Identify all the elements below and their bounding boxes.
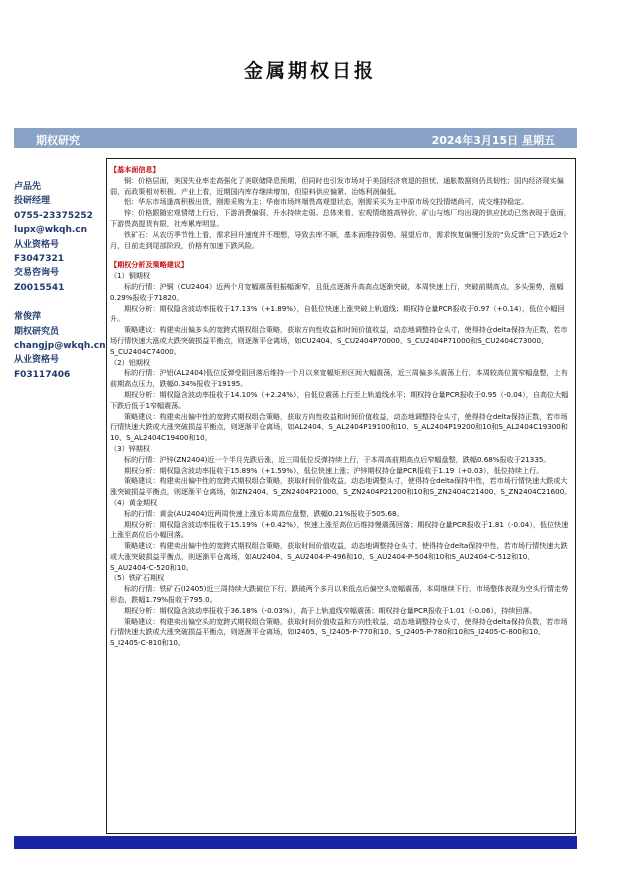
banner-category: 期权研究 xyxy=(36,134,80,147)
strategy-paragraph: 标的行情：铁矿石(I2405)近三周持续大跌破位下行，跌破两个多月以来低点后偏空头宽幅震荡，本周继续下行，市场整体表现为空头行情走势形态，跌幅1.79%报收于795.0。 xyxy=(110,584,569,605)
strategy-paragraph: 策略建议：构建卖出偏中性的宽跨式期权组合策略，获取时间价值收益，动态地调整头寸，使得持仓delta保持中性，若市场行情快速大跌或大涨突破损益平衡点，则逐渐平仓离场，如ZN2404、S_ZN2404P21000、S_ZN2404P21200和10和S_ZN2404C21400、S_ZN2404C21600。 xyxy=(110,476,572,497)
strategy-paragraph: 期权分析：期权隐含波动率报收于17.13%（+1.89%），自低位快速上涨突破上轨道线；期权持仓量PCR报收于0.97（+0.14），低位小幅回升。 xyxy=(110,303,565,324)
strategy-paragraph: 期权分析：期权隐含波动率报收于15.89%（+1.59%），低位快速上涨；沪锌期权持仓量PCR报收于1.19（+0.03），低位持续上行。 xyxy=(124,465,544,475)
strategy-paragraph: 策略建议：构建卖出偏中性的宽跨式期权组合策略，获取方向性收益和时间价值收益，动态地调整持仓头寸，使得持仓delta保持正数，若市场行情快速大跌或大涨突破损益平衡点，则逐渐平仓离场，如AL2404、S_AL2404P19100和10、S_AL2404P19200和10和S_AL2404C19300和10、S_AL2404C19400和10。 xyxy=(110,411,568,443)
strategy-paragraph: 期权分析：期权隐含波动率报收于14.10%（+2.24%），自低位震荡上行至上轨道线水平；期权持仓量PCR报收于0.95（-0.04），自高位大幅下跌后低于1窄幅震荡。 xyxy=(110,389,569,410)
analyst-label: 从业资格号 xyxy=(14,355,60,366)
analyst-email: changjp@wkqh.cn xyxy=(14,341,106,352)
strategy-paragraph: 标的行情：沪锌(ZN2404)近一个半月先跌后涨，近三周低位反弹持续上行，于本周高前期高点后窄幅盘整，跌幅0.68%报收于21335。 xyxy=(124,454,551,464)
strategy-paragraph: 策略建议：构建卖出偏空头的宽跨式期权组合策略，获取时间价值收益和方向性收益，动态地调整持仓头寸，使得持仓delta保持负数，若市场行情快速大跌或大涨突破损益平衡点，则逐渐平仓离场，如I2405、S_I2405-P-770和10、S_I2405-P-780和10和S_I2405-C-800和10、S_I2405-C-810和10。 xyxy=(110,616,568,648)
analyst-name: 卢品先 xyxy=(14,182,42,192)
strategy-list xyxy=(110,271,572,649)
strategy-paragraph: 策略建议：构建卖出偏中性的宽跨式期权组合策略，获取时间价值收益，动态地调整持仓头寸，使得持仓delta保持中性，若市场行情快速大跌或大涨突破损益平衡点，则逐渐平仓离场，如AU2404、S_AU2404-P-496和10、S_AU2404-P-504和10和S_AU2404-C-512和10、S_AU2404-C-520和10。 xyxy=(110,541,568,572)
strategy-subheading: （4）黄金期权 xyxy=(110,497,158,507)
analyst-label: 交易咨询号 xyxy=(14,268,60,279)
analyst-role: 投研经理 xyxy=(14,196,51,207)
strategy-header: 【期权分析及策略建议】 xyxy=(110,260,189,270)
analyst-label: 从业资格号 xyxy=(14,239,60,250)
analyst-sidebar xyxy=(14,180,106,382)
analyst-role: 期权研究员 xyxy=(14,326,60,337)
strategy-paragraph: 标的行情：沪铜（CU2404）近两个月宽幅震荡但振幅渐窄，且低点逐渐升高高点逐渐突破，本周快速上行，突破前期高点，多头强势，涨幅0.29%报收于71820。 xyxy=(110,281,564,302)
banner-date: 2024年3月15日 星期五 xyxy=(431,134,555,147)
strategy-subheading: （3）锌期权 xyxy=(110,443,150,453)
strategy-subheading: （1）铜期权 xyxy=(110,271,150,281)
fundamentals-paragraph: 铝：华东市场逢高积极出货，刚需采购为主；华南市场终端畏高观望状态，刚需采买为主中原市场交投情绪尚可，成交维持稳定。 xyxy=(124,197,529,207)
analyst-license: F03117406 xyxy=(14,369,71,380)
fundamentals-paragraph: 锌：价格跟随宏观情绪上行后，下游消费偏弱，升水持续走弱。总体来看，宏观情绪推高锌价，矿山与炼厂均出现的供应扰动已然表现于盘面，下游畏高提货有限，社库累库明显。 xyxy=(110,208,571,228)
strategy-paragraph: 标的行情：黄金(AU2404)近两周快速上涨后本周高位盘整，跌幅0.21%报收于505.68。 xyxy=(124,508,404,518)
strategy-paragraph: 期权分析：期权隐含波动率报收于36.18%（-0.03%），高于上轨道线窄幅震荡；期权持仓量PCR报收于1.01（-0.06），持续回落。 xyxy=(124,605,537,615)
fundamentals-paragraph: 铁矿石：从农历季节性上看，需求回升速度并不理想，导致去库不顺，基本面维持弱势。展望后市，需求恢复偏慢引发的“负反馈”已下跌近2个月，目前走到尾部阶段，价格有加速下跌风险。 xyxy=(110,229,569,250)
report-content xyxy=(110,165,572,649)
analyst-phone: 0755-23375252 xyxy=(14,210,93,221)
strategy-subheading: （2）铝期权 xyxy=(110,357,150,367)
page-title: 金属期权日报 xyxy=(243,60,376,82)
strategy-paragraph: 期权分析：期权隐含波动率报收于15.19%（+0.42%），快速上涨至高位后维持慢震荡回落；期权持仓量PCR报收于1.81（-0.04），低位快速上涨至高位后小幅回落。 xyxy=(110,519,569,540)
section-banner xyxy=(14,128,577,148)
strategy-paragraph: 策略建议：构建卖出偏多头的宽跨式期权组合策略，获取方向性收益和时间价值收益，动态地调整持仓头寸，使得持仓delta保持为正数，若市场行情快速大涨或大跌突破损益平衡点，则逐渐平仓离场，如CU2404、S_CU2404P70000、S_CU2404P71000和S_CU2404C73000、S_CU2404C74000。 xyxy=(110,325,568,356)
strategy-subheading: （5）铁矿石期权 xyxy=(110,573,165,583)
strategy-paragraph: 标的行情：沪铝(AL2404)低位反弹受阻回落后维持一个月以来宽幅矩形区间大幅震荡，近三周偏多头震荡上行，本周较高位置窄幅盘整，上有前期高点压力，跌幅0.34%报收于19195。 xyxy=(110,368,568,389)
analyst-email: lupx@wkqh.cn xyxy=(14,225,88,236)
fundamentals-header: 【基本面信息】 xyxy=(110,165,160,174)
analyst-license: Z0015541 xyxy=(14,282,65,293)
analyst-name: 常俊萍 xyxy=(14,312,42,323)
analyst-license: F3047321 xyxy=(14,254,64,265)
footer-bar xyxy=(14,836,577,849)
fundamentals-paragraph: 铜：价格层面，美国失业率走高强化了美联储降息预期，但同时也引发市场对于美国经济衰退的担忧，通胀数据则仍具韧性；国内经济现实偏弱，而政策相对积极。产业上看，近期国内库存继续增加，但原料供应偏紧、冶炼利润偏低。 xyxy=(110,175,564,196)
